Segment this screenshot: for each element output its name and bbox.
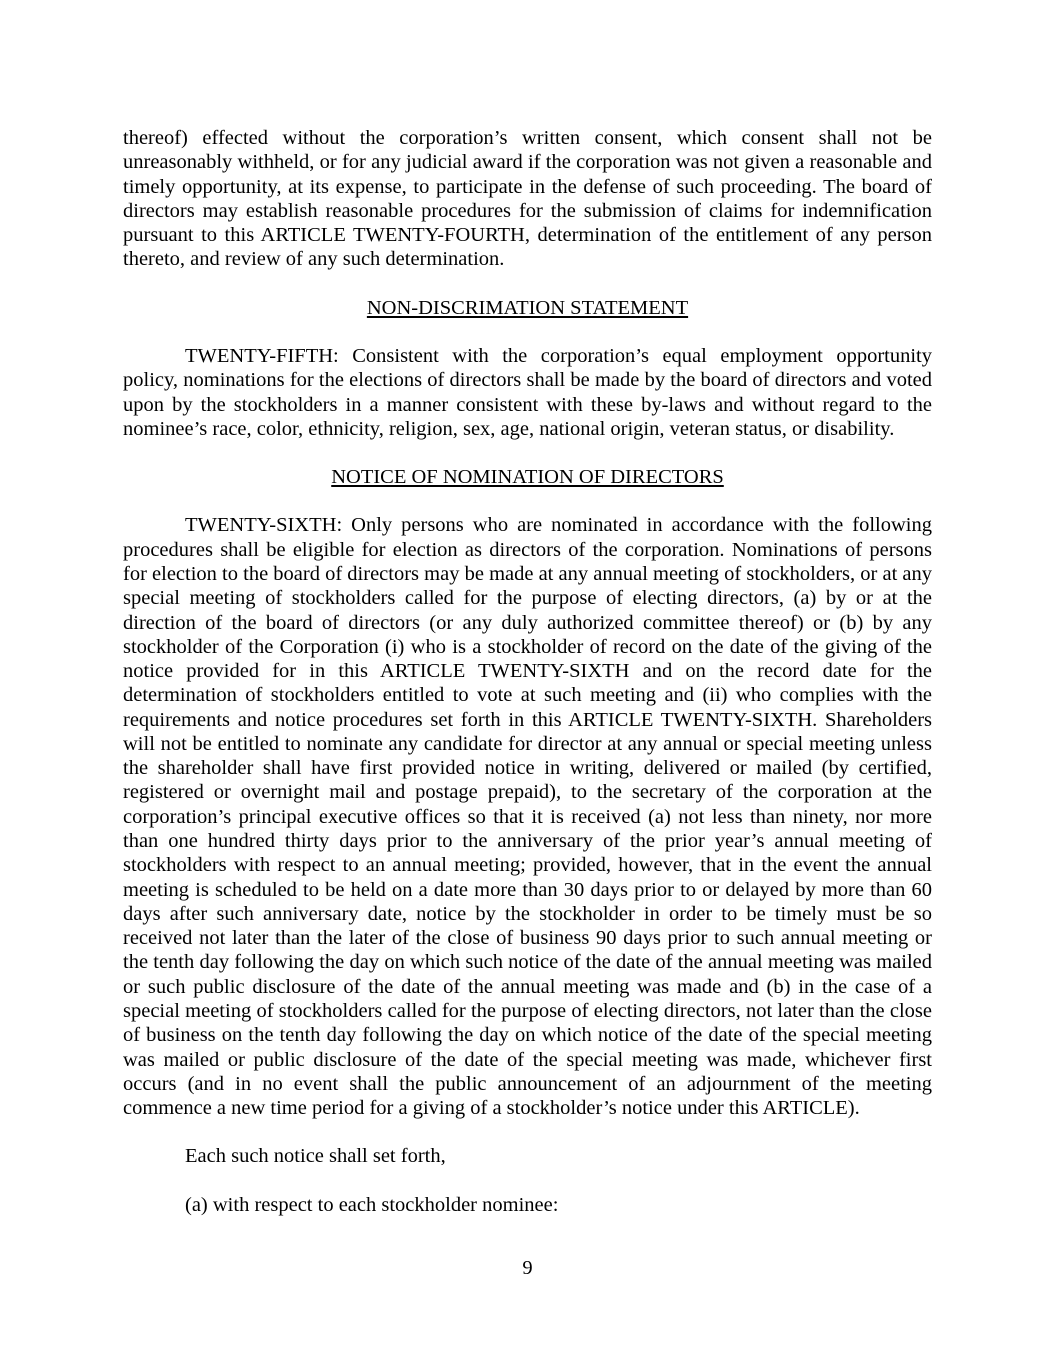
notice-intro-line: Each such notice shall set forth,: [185, 1145, 446, 1168]
twenty-fifth-paragraph: TWENTY-FIFTH: Consistent with the corporation’s equal employment opportunity policy, nominations for the elections of directors shall be made by the board of directors and voted upon by the stockholders in a manner consistent with these by-laws and without regard to the nominee’s race, color, ethnicity, religion, sex, age, national origin, veteran status, or disability.: [123, 344, 932, 440]
twenty-sixth-paragraph: TWENTY-SIXTH: Only persons who are nominated in accordance with the following procedures shall be eligible for election as directors of the corporation. Nominations of persons for election to the board of directors may be made at any annual meeting of stockholders, or at any special meeting of stockholders called for the purpose of electing directors, (a) by or at the direction of the board of directors (or any duly authorized committee thereof) or (b) by any stockholder of the Corporation (i) who is a stockholder of record on the date of the giving of the notice provided for in this ARTICLE TWENTY-SIXTH and on the record date for the determination of stockholders entitled to vote at such meeting and (ii) who complies with the requirements and notice procedures set forth in this ARTICLE TWENTY-SIXTH. Shareholders will not be entitled to nominate any candidate for director at any annual or special meeting unless the shareholder shall have first provided notice in writing, delivered or mailed (by certified, registered or overnight mail and postage prepaid), to the secretary of the corporation at the corporation’s principal executive offices so that it is received (a) not less than ninety, nor more than one hundred thirty days prior to the anniversary of the prior year’s annual meeting of stockholders with respect to an annual meeting; provided, however, that in the event the annual meeting is scheduled to be held on a date more than 30 days prior to or delayed by more than 60 days after such anniversary date, notice by the stockholder in order to be timely must be so received not later than the later of the close of business 90 days prior to such annual meeting or the tenth day following the day on which such notice of the date of the annual meeting was mailed or such public disclosure of the date of the annual meeting was made and (b) in the case of a special meeting of stockholders called for the purpose of electing directors, not later than the close of business on the tenth day following the day on which notice of the date of the special meeting was mailed or public disclosure of the date of the special meeting was made, whichever first occurs (and in no event shall the public announcement of an adjournment of the meeting commence a new time period for a giving of a stockholder’s notice under this ARTICLE).: [123, 514, 932, 1120]
non-discrimination-heading: [123, 296, 932, 320]
page-number: 9: [522, 1257, 533, 1279]
continuation-paragraph: thereof) effected without the corporation’s written consent, which consent shall not be unreasonably withheld, or for any judicial award if the corporation was not given a reasonable and timely opportunity, at its expense, to participate in the defense of such proceeding. The board of directors may establish reasonable procedures for the submission of claims for indemnification pursuant to this ARTICLE TWENTY-FOURTH, determination of the entitlement of any person thereto, and review of any such determination.: [123, 127, 932, 271]
item-a-line: (a) with respect to each stockholder nominee:: [185, 1193, 559, 1216]
notice-of-nomination-heading: [123, 465, 932, 489]
notice-of-nomination-heading-text: NOTICE OF NOMINATION OF DIRECTORS: [331, 466, 724, 489]
non-discrimination-heading-text: NON-DISCRIMATION STATEMENT: [366, 296, 689, 319]
